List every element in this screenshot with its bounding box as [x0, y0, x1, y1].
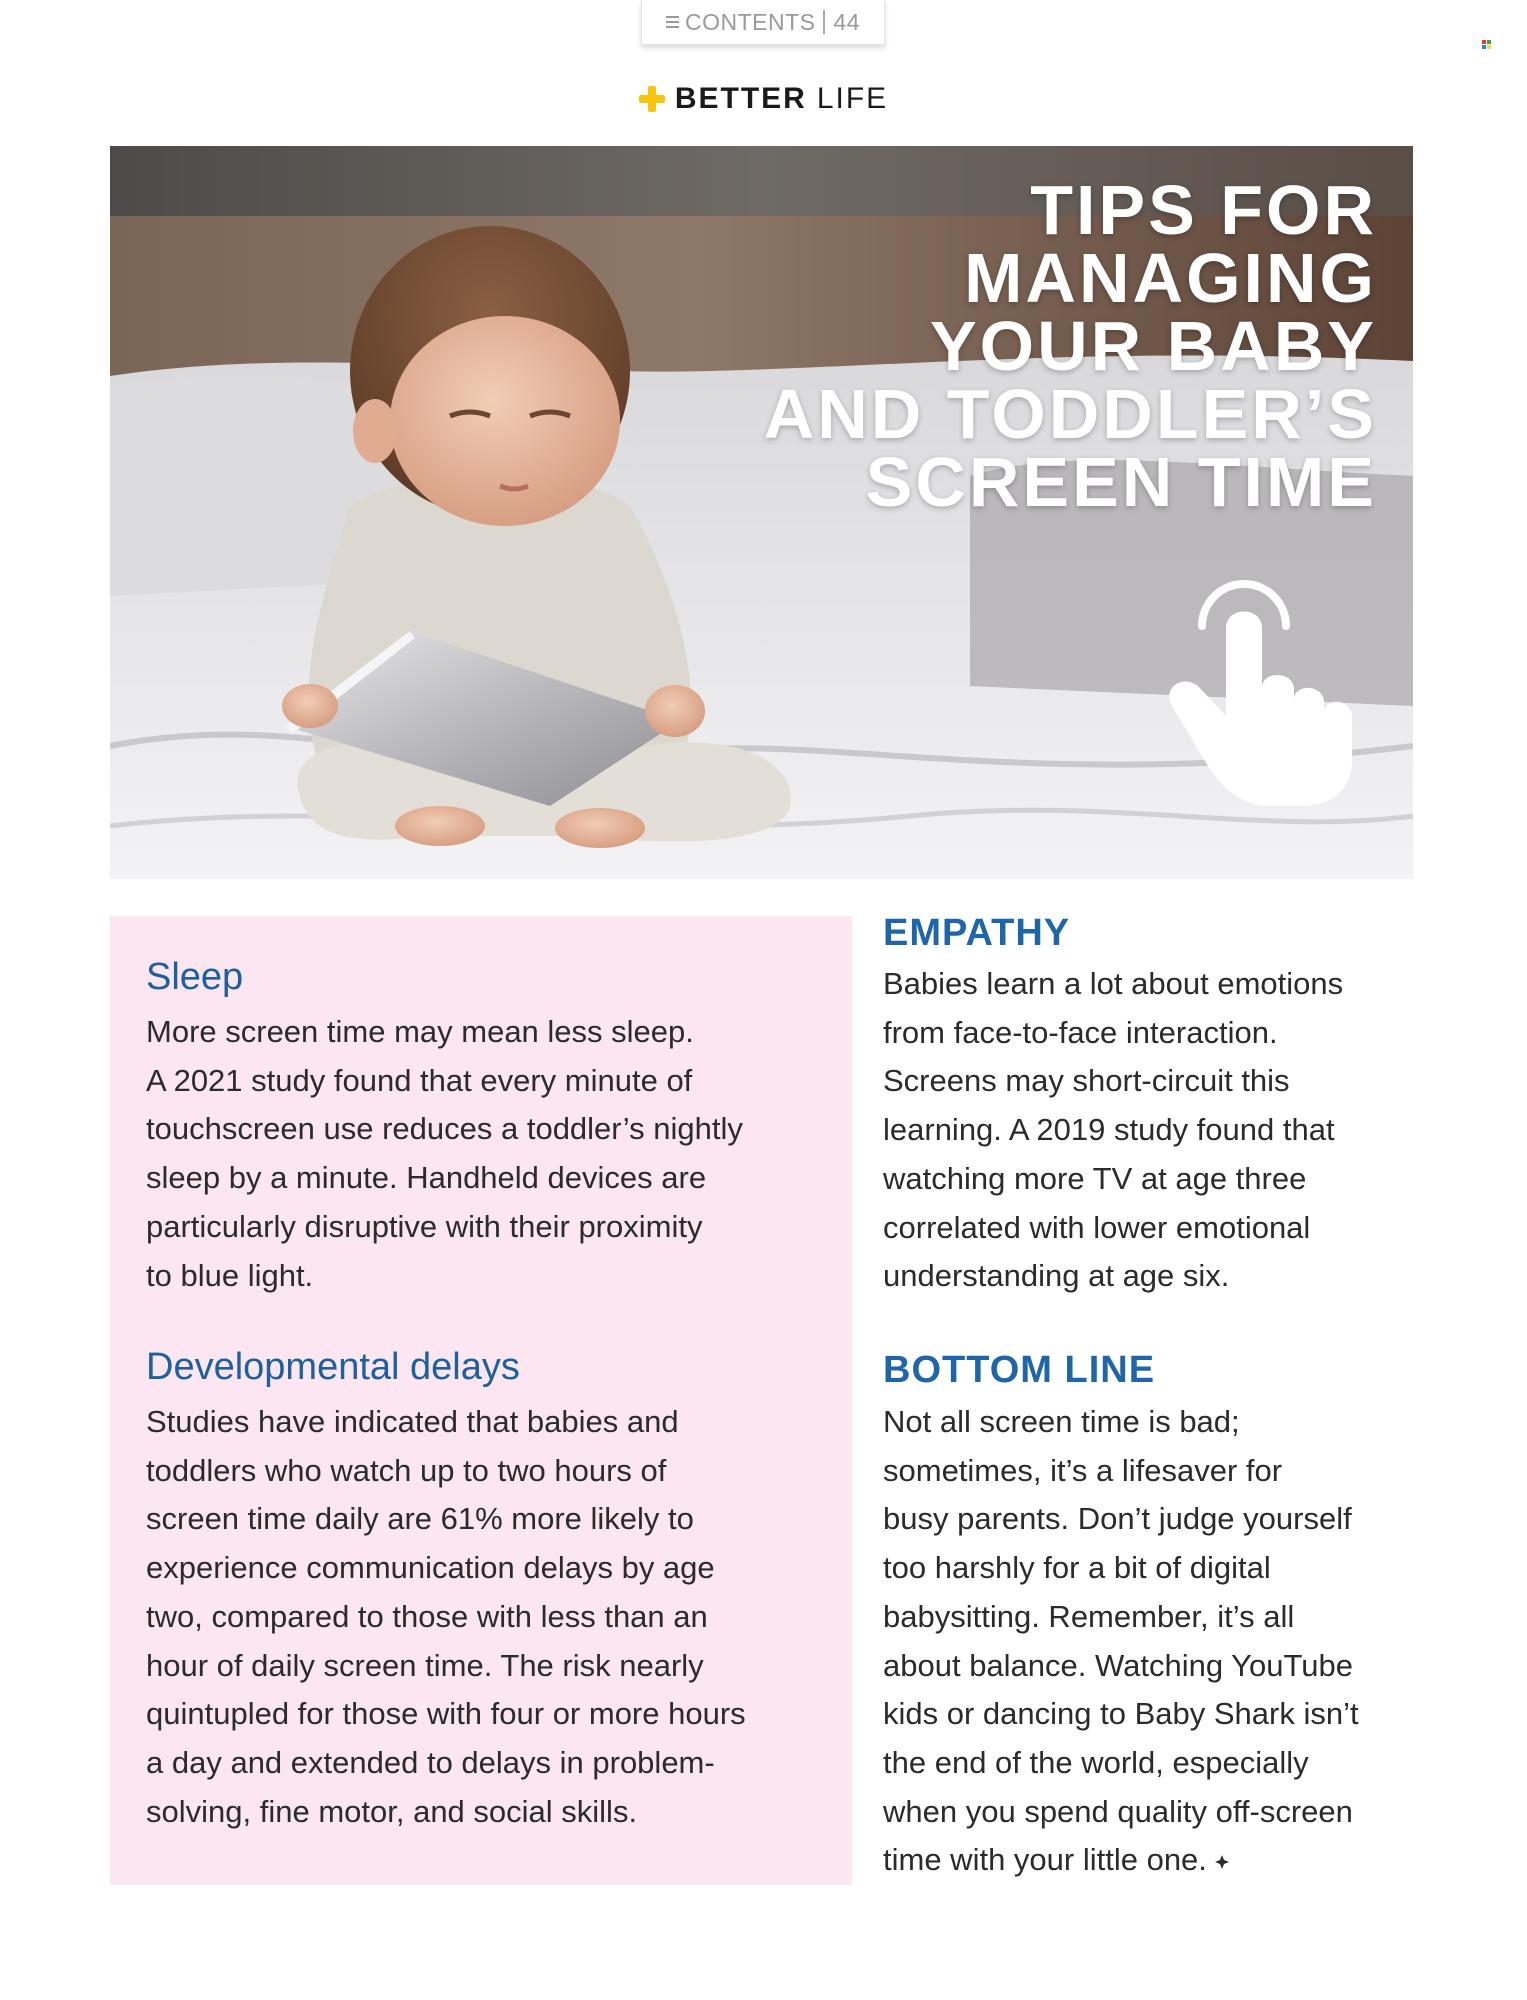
delays-line: quintupled for those with four or more hours — [146, 1696, 746, 1732]
bottom-line-line: busy parents. Don’t judge yourself — [883, 1501, 1352, 1537]
bottom-line-line: time with your little one. — [883, 1842, 1207, 1878]
plus-icon — [639, 86, 665, 112]
bottom-line-heading: BOTTOM LINE — [883, 1349, 1156, 1391]
empathy-heading: EMPATHY — [883, 912, 1071, 954]
sleep-body — [146, 1008, 826, 1300]
empathy-line: understanding at age six. — [883, 1258, 1230, 1294]
hero-title-line: SCREEN TIME — [865, 443, 1377, 521]
delays-line: a day and extended to delays in problem- — [146, 1744, 715, 1780]
delays-line: experience communication delays by age — [146, 1550, 715, 1586]
sleep-line: to blue light. — [146, 1257, 314, 1293]
bottom-line-line: the end of the world, especially — [883, 1744, 1309, 1780]
delays-line: solving, fine motor, and social skills. — [146, 1793, 638, 1829]
empathy-line: correlated with lower emotional — [883, 1209, 1311, 1245]
hero-image — [110, 146, 1413, 879]
empathy-line: Babies learn a lot about emotions — [883, 966, 1344, 1001]
sleep-line: touchscreen use reduces a toddler’s nightly — [146, 1111, 743, 1147]
page-number: 44 — [833, 8, 861, 35]
sleep-heading: Sleep — [146, 956, 244, 998]
contents-label: CONTENTS — [684, 8, 816, 35]
delays-heading: Developmental delays — [146, 1346, 520, 1388]
color-dots-icon — [1482, 40, 1492, 50]
delays-line: hour of daily screen time. The risk nearly — [146, 1647, 704, 1683]
hero-title-line: YOUR BABY — [929, 307, 1377, 385]
section-label — [0, 80, 1527, 118]
sleep-line: particularly disruptive with their proximity — [146, 1208, 703, 1244]
delays-line: toddlers who watch up to two hours of — [146, 1452, 667, 1488]
end-of-article-icon — [1215, 1855, 1229, 1869]
delays-line: two, compared to those with less than an — [146, 1598, 708, 1634]
bottom-line-line: sometimes, it’s a lifesaver for — [883, 1452, 1283, 1488]
delays-line: Studies have indicated that babies and — [146, 1404, 679, 1439]
delays-line: screen time daily are 61% more likely to — [146, 1501, 694, 1537]
empathy-line: learning. A 2019 study found that — [883, 1112, 1335, 1148]
touch-hand-icon — [1160, 566, 1360, 806]
empathy-line: Screens may short-circuit this — [883, 1063, 1290, 1099]
sleep-line: More screen time may mean less sleep. — [146, 1014, 694, 1049]
bottom-line-line: Not all screen time is bad; — [883, 1404, 1240, 1439]
contents-nav-button[interactable] — [641, 0, 885, 45]
hero-title — [477, 171, 1377, 521]
bottom-line-line: about balance. Watching YouTube — [883, 1647, 1353, 1683]
bottom-line-line: kids or dancing to Baby Shark isn’t — [883, 1696, 1359, 1732]
sleep-line: sleep by a minute. Handheld devices are — [146, 1160, 707, 1196]
hamburger-menu-icon — [666, 13, 679, 31]
empathy-body — [883, 960, 1443, 1301]
section-label-bold: BETTER — [674, 82, 807, 115]
bottom-line-line: when you spend quality off-screen — [883, 1793, 1353, 1829]
hero-title-line: TIPS FOR — [1030, 171, 1377, 249]
hero-title-line: AND TODDLER’S — [763, 375, 1377, 453]
bottom-line-line: too harshly for a bit of digital — [883, 1550, 1271, 1586]
bottom-line-last-line — [883, 1836, 1443, 1885]
delays-body — [146, 1398, 836, 1836]
empathy-line: from face-to-face interaction. — [883, 1014, 1278, 1050]
nav-divider — [823, 10, 825, 34]
bottom-line-body — [883, 1398, 1443, 1885]
hero-title-line: MANAGING — [964, 239, 1377, 317]
sleep-line: A 2021 study found that every minute of — [146, 1062, 693, 1098]
empathy-line: watching more TV at age three — [883, 1160, 1307, 1196]
section-label-light: LIFE — [816, 82, 889, 115]
bottom-line-line: babysitting. Remember, it’s all — [883, 1598, 1295, 1634]
